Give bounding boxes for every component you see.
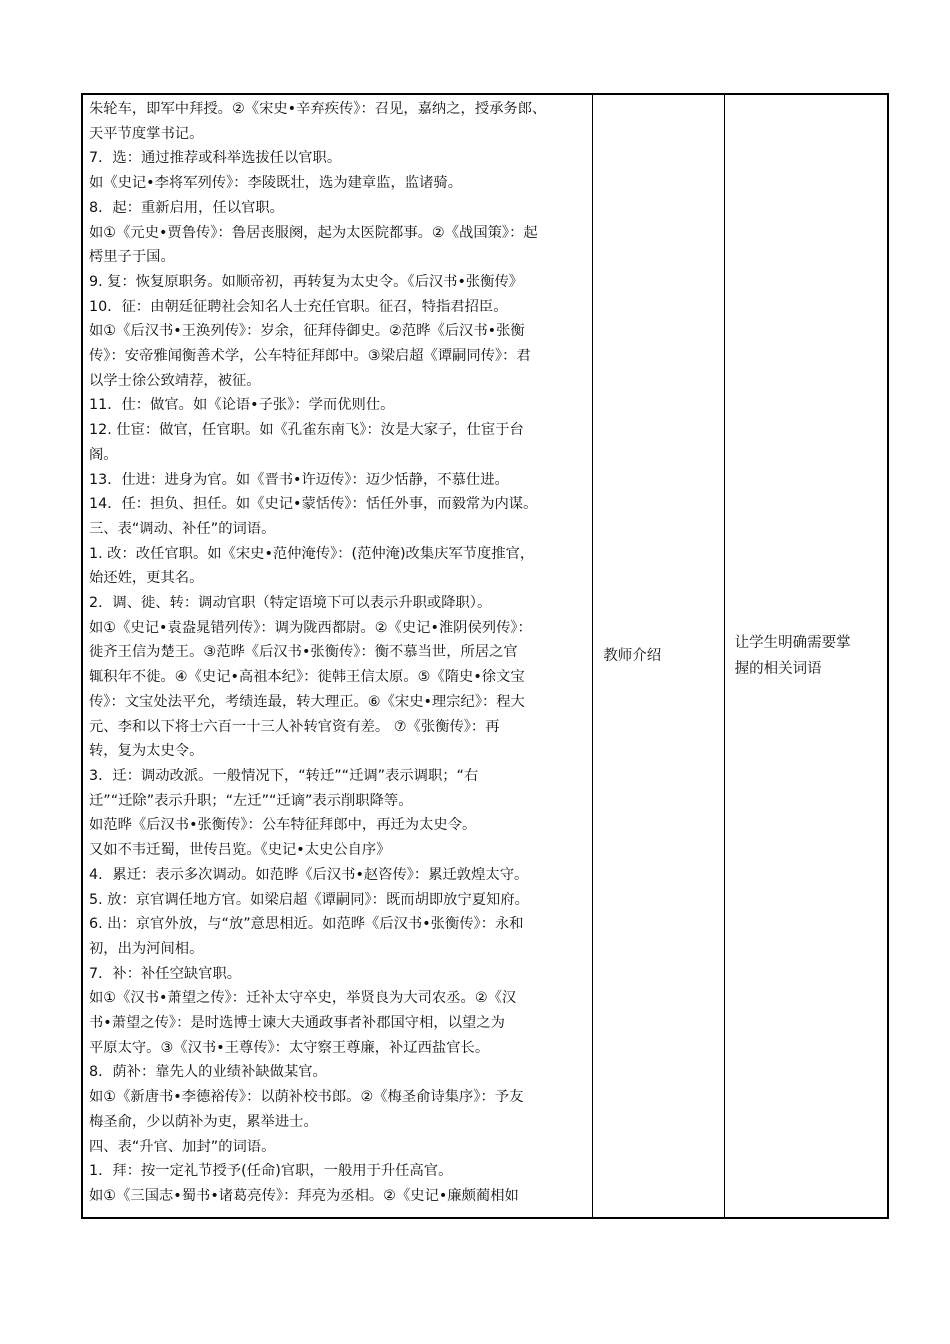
- content-line: 7．选：通过推荐或科举选拔任以官职。: [89, 150, 342, 167]
- content-line: 辄积年不徙。④《史记•高祖本纪》：徙韩王信太原。⑤《隋史•徐文宝: [89, 669, 525, 686]
- content-line: 始还姓，更其名。: [89, 570, 204, 587]
- content-line: 如①《三国志•蜀书•诸葛亮传》：拜亮为丞相。②《史记•廉颇蔺相如: [89, 1187, 519, 1204]
- content-line: 传》：安帝雅闻衡善术学，公车特征拜郎中。③梁启超《谭嗣同传》：君: [89, 348, 531, 365]
- content-text: [83, 95, 592, 1217]
- content-line: 如①《元史•贾鲁传》：鲁居丧服阕，起为太医院都事。②《战国策》：起: [89, 224, 538, 241]
- content-line: 天平节度掌书记。: [89, 125, 204, 142]
- content-line: 传》：文宝处法平允，考绩连最，转大理正。⑥《宋史•理宗纪》：程大: [89, 693, 525, 710]
- content-line: 如范晔《后汉书•张衡传》：公车特征拜郎中，再迁为太史令。: [89, 817, 477, 834]
- goal-line: 握的相关词语: [734, 661, 822, 677]
- content-line: 11．仕：做官。如《论语•子张》：学而优则仕。: [89, 397, 395, 414]
- content-line: 如①《汉书•萧望之传》：迁补太守卒史，举贤良为大司农丞。②《汉: [89, 990, 517, 1007]
- content-line: 阁。: [89, 446, 118, 463]
- content-line: 又如不韦迁蜀，世传吕览。《史记•太史公自序》: [89, 842, 391, 859]
- goal-text: [725, 630, 887, 682]
- content-line: 三、表“调动、补任”的词语。: [89, 520, 276, 537]
- content-line: 2．调、徙、转：调动官职（特定语境下可以表示升职或降职）。: [89, 595, 492, 612]
- activity-text: 教师介绍: [603, 648, 662, 664]
- content-line: 元、李和以下将士六百一十三人补转官资有差。 ⑦《张衡传》：再: [89, 718, 500, 735]
- content-line: 14．任：担负、担任。如《史记•蒙恬传》：恬任外事，而毅常为内谋。: [89, 496, 538, 513]
- content-line: 5. 放：京官调任地方官。如梁启超《谭嗣同》：既而胡即放宁夏知府。: [89, 891, 529, 908]
- activity-cell: [593, 95, 724, 1218]
- content-line: 7．补：补任空缺官职。: [89, 965, 242, 982]
- content-line: 1. 改：改任官职。如《宋史•范仲淹传》：(范仲淹)改集庆军节度推官，: [89, 545, 535, 562]
- content-line: 徙齐王信为楚王。③范晔《后汉书•张衡传》：衡不慕当世，所居之官: [89, 644, 518, 661]
- content-line: 1．拜：按一定礼节授予(任命)官职，一般用于升任高官。: [89, 1163, 453, 1180]
- content-line: 如①《史记•袁盎晁错列传》：调为陇西都尉。②《史记•淮阴侯列传》：: [89, 619, 532, 636]
- goal-line: 让学生明确需要掌: [734, 635, 851, 651]
- content-line: 10．征：由朝廷征聘社会知名人士充任官职。征召，特指君招臣。: [89, 298, 508, 315]
- content-line: 梅圣俞，少以荫补为吏，累举进士。: [89, 1113, 318, 1130]
- content-line: 如《史记•李将军列传》：李陵既壮，选为建章监，监诸骑。: [89, 175, 462, 192]
- content-line: 平原太守。③《汉书•王尊传》：太守察王尊廉，补辽西盐官长。: [89, 1039, 490, 1056]
- content-line: 13．仕进：进身为官。如《晋书•许迈传》：迈少恬静，不慕仕进。: [89, 471, 509, 488]
- content-line: 四、表“升官、加封”的词语。: [89, 1138, 276, 1155]
- goal-cell: [724, 95, 887, 1218]
- content-line: 初，出为河间相。: [89, 940, 204, 957]
- content-line: 如①《后汉书•王涣列传》：岁余，征拜侍御史。②范晔《后汉书•张衡: [89, 323, 525, 340]
- content-line: 4．累迁：表示多次调动。如范晔《后汉书•赵咨传》：累迁敦煌太守。: [89, 866, 529, 883]
- lesson-plan-table: [82, 94, 888, 1218]
- content-cell: [83, 95, 593, 1218]
- content-line: 樗里子于国。: [89, 249, 175, 266]
- content-line: 转，复为太史令。: [89, 743, 204, 760]
- content-line: 8．起：重新启用，任以官职。: [89, 199, 284, 216]
- content-line: 迁”“迁除”表示升职；“左迁”“迁谪”表示削职降等。: [89, 792, 413, 809]
- content-line: 如①《新唐书•李德裕传》：以荫补校书郎。②《梅圣俞诗集序》：予友: [89, 1089, 524, 1106]
- table-row: [83, 95, 888, 1218]
- content-line: 以学士徐公致靖荐，被征。: [89, 372, 261, 389]
- content-line: 书•萧望之传》：是时选博士谏大夫通政事者补郡国守相，以望之为: [89, 1015, 505, 1032]
- content-line: 12. 仕宦：做官，任官职。如《孔雀东南飞》：汝是大家子，仕宦于台: [89, 422, 524, 439]
- content-line: 8．荫补：靠先人的业绩补缺做某官。: [89, 1064, 327, 1081]
- content-line: 朱轮车，即军中拜授。②《宋史•辛弃疾传》：召见，嘉纳之，授承务郎、: [89, 101, 547, 117]
- content-line: 3．迁：调动改派。一般情况下，“转迁”“迁调”表示调职；“右: [89, 767, 479, 784]
- content-line: 9. 复：恢复原职务。如顺帝初，再转复为太史令。《后汉书•张衡传》: [89, 273, 524, 290]
- content-line: 6. 出：京官外放，与“放”意思相近。如范晔《后汉书•张衡传》：永和: [89, 916, 524, 933]
